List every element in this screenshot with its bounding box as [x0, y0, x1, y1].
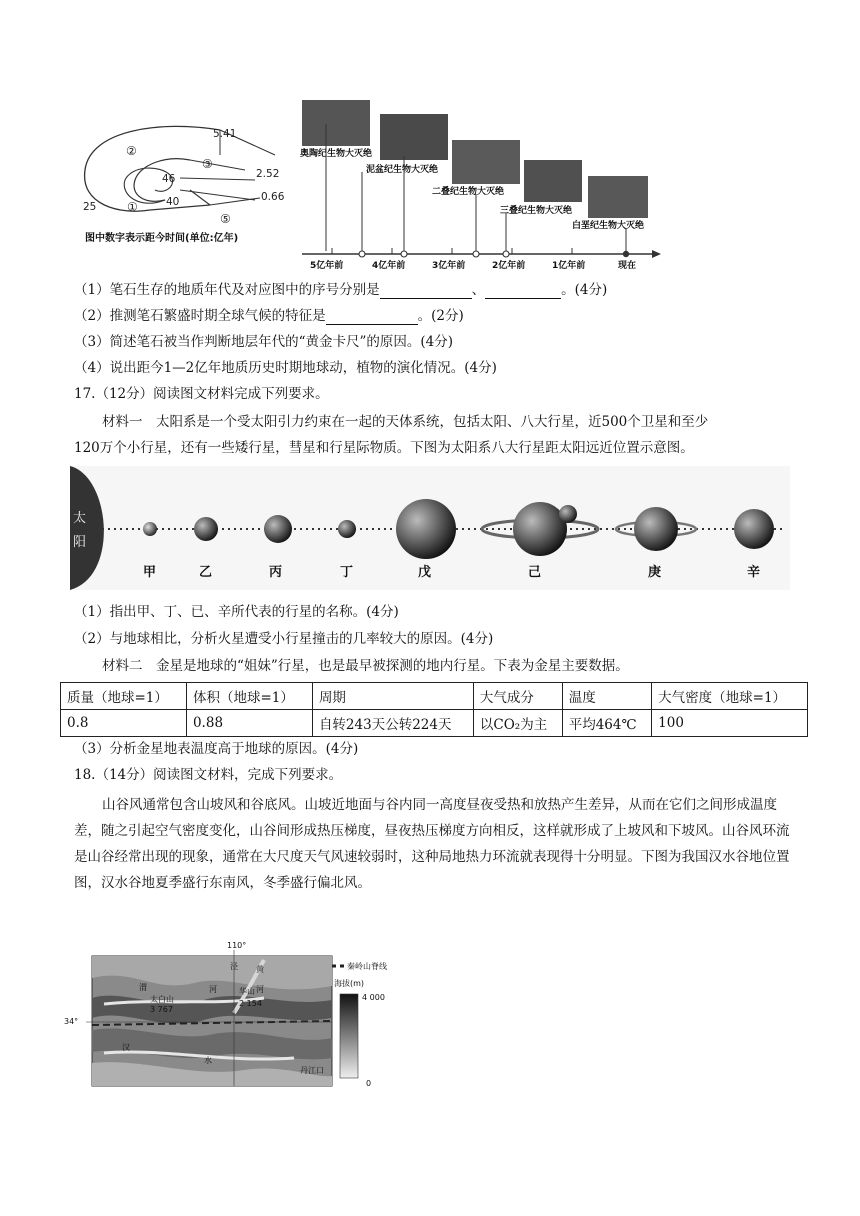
map-river-he2: 河 — [256, 985, 264, 994]
altitude-legend-bar — [340, 994, 358, 1078]
answer-blank[interactable] — [326, 310, 418, 325]
table-cell: 0.8 — [61, 710, 187, 737]
planet-xin — [734, 509, 774, 549]
planet-label-jia: 甲 — [143, 565, 157, 580]
spiral-label-46: 46 — [162, 173, 176, 185]
map-river-han: 汉 — [122, 1043, 130, 1052]
map-river-jing: 泾 — [230, 962, 238, 971]
spiral-label-40: 40 — [166, 196, 180, 208]
legend-altitude-label: 海拔(m) — [334, 979, 365, 988]
table-header-cell: 周期 — [312, 683, 473, 710]
table-header-cell: 体积（地球=1） — [186, 683, 312, 710]
answer-blank[interactable] — [380, 284, 472, 299]
planet-yi — [194, 517, 218, 541]
tick-4: 4亿年前 — [372, 261, 406, 271]
q16-3: （3）简述笔石被当作判断地层年代的“黄金卡尺”的原因。(4分) — [74, 334, 454, 350]
table-cell: 0.88 — [186, 710, 312, 737]
q17-2: （2）与地球相比，分析火星遭受小行星撞击的几率较大的原因。(4分) — [74, 631, 494, 647]
tick-now: 现在 — [618, 261, 637, 271]
spiral-label-252: 2.52 — [256, 168, 280, 180]
map-peak2-name: 华山 — [239, 987, 255, 996]
spiral-caption: 图中数字表示距今时间(单位:亿年) — [85, 233, 239, 244]
map-peak2-alt: 2 154 — [239, 999, 262, 1008]
planet-label-ding: 丁 — [340, 565, 354, 580]
spiral-label-541: 5.41 — [213, 128, 237, 140]
table-header-cell: 质量（地球=1） — [61, 683, 187, 710]
legend-ridge-label: 秦岭山脊线 — [347, 962, 387, 971]
q17-1: （1）指出甲、丁、已、辛所代表的行星的名称。(4分) — [74, 604, 399, 620]
map-place-danjiangkou: 丹江口 — [300, 1066, 324, 1075]
spiral-label-066: 0.66 — [261, 191, 285, 203]
q18-paragraph: 山谷风通常包含山坡风和谷底风。山坡近地面与谷内同一高度昼夜受热和放热产生差异，从而在它们之间形成温度差，随之引起空气密度变化，山谷间形成热压梯度，昼夜热压梯度方向相反，这样就形成了上坡风和下坡风。山谷风环流是山谷经常出现的现象，通常在大尺度天气风速较弱时，这种局地热力环流就表现得十分明显。下图为我国汉水谷地位置图，汉水谷地夏季盛行东南风，冬季盛行偏北风。 — [74, 797, 790, 891]
hanshui-valley-map — [64, 938, 404, 1098]
q18-header: 18.（14分）阅读图文材料，完成下列要求。 — [74, 767, 343, 783]
table-row — [61, 683, 808, 710]
map-peak1-alt: 3 767 — [150, 1005, 173, 1014]
table-row — [61, 710, 808, 737]
planet-ding — [338, 520, 356, 538]
table-header-cell: 大气密度（地球=1） — [652, 683, 808, 710]
q17-header: 17.（12分）阅读图文材料完成下列要求。 — [74, 386, 329, 402]
event-devonian: 泥盆纪生物大灭绝 — [366, 165, 439, 175]
q17-material2: 材料二 金星是地球的“姐妹”行星，也是最早被探测的地内行星。下表为金星主要数据。 — [102, 658, 629, 674]
q16-1: （1）笔石生存的地质年代及对应图中的序号分别是 、 。(4分) — [74, 282, 608, 298]
event-cretaceous: 白垩纪生物大灭绝 — [572, 221, 645, 231]
q17-material1-line1: 材料一 太阳系是一个受太阳引力约束在一起的天体系统，包括太阳、八大行星，近500个卫星和至少 — [102, 414, 709, 430]
geologic-spiral-figure — [70, 110, 300, 250]
map-lat-label: 34° — [64, 1017, 79, 1026]
map-lon-label: 110° — [227, 941, 247, 950]
legend-alt-min: 0 — [366, 1079, 372, 1088]
spiral-region-2: ② — [126, 144, 137, 158]
q16-2: （2）推测笔石繁盛时期全球气候的特征是 。(2分) — [74, 308, 464, 324]
spiral-region-5: ⑤ — [220, 212, 231, 226]
planet-label-bing: 丙 — [269, 565, 283, 580]
table-header-cell: 大气成分 — [473, 683, 562, 710]
legend-alt-max: 4 000 — [362, 993, 385, 1002]
q17-3: （3）分析金星地表温度高于地球的原因。(4分) — [74, 741, 359, 757]
table-cell: 平均464℃ — [562, 710, 651, 737]
sun-label-1: 太 — [73, 511, 87, 526]
table-cell: 自转243天公转224天 — [312, 710, 473, 737]
planet-bing — [264, 515, 292, 543]
planet-label-wu: 戊 — [418, 565, 432, 580]
table-cell: 100 — [652, 710, 808, 737]
tick-5: 5亿年前 — [310, 261, 344, 271]
planet-label-ji: 己 — [528, 565, 542, 580]
planet-label-yi: 乙 — [199, 565, 213, 580]
tick-1: 1亿年前 — [552, 261, 586, 271]
extinction-timeline-figure — [296, 96, 662, 276]
spiral-label-25: 25 — [83, 201, 97, 213]
q17-material1-line2: 120万个小行星，还有一些矮行星，彗星和行星际物质。下图为太阳系八大行星距太阳远近位置示意图。 — [74, 440, 694, 456]
spiral-region-1: ① — [127, 200, 138, 214]
planet-wu — [396, 499, 456, 559]
event-ordovician: 奥陶纪生物大灭绝 — [300, 149, 373, 159]
table-cell: 以CO₂为主 — [473, 710, 562, 737]
table-header-cell: 温度 — [562, 683, 651, 710]
planet-label-xin: 辛 — [747, 565, 761, 580]
extinction-photos — [302, 100, 648, 218]
map-river-huang: 黄 — [256, 965, 264, 974]
map-river-shui: 水 — [204, 1056, 212, 1065]
map-river-wei: 渭 — [139, 983, 147, 992]
tick-3: 3亿年前 — [432, 261, 466, 271]
sun-label-2: 阳 — [73, 535, 87, 550]
spiral-region-3: ③ — [202, 157, 213, 171]
answer-blank[interactable] — [485, 284, 561, 299]
solar-system-figure — [70, 466, 790, 590]
tick-2: 2亿年前 — [492, 261, 526, 271]
venus-data-table — [60, 682, 808, 737]
event-permian: 二叠纪生物大灭绝 — [432, 187, 505, 197]
planet-label-geng: 庚 — [648, 565, 662, 580]
map-river-he: 河 — [209, 985, 217, 994]
q16-4: （4）说出距今1—2亿年地质历史时期地球动，植物的演化情况。(4分) — [74, 360, 497, 376]
planet-jia — [143, 522, 157, 536]
event-triassic: 三叠纪生物大灭绝 — [500, 206, 573, 216]
map-peak1-name: 太白山 — [150, 995, 174, 1004]
